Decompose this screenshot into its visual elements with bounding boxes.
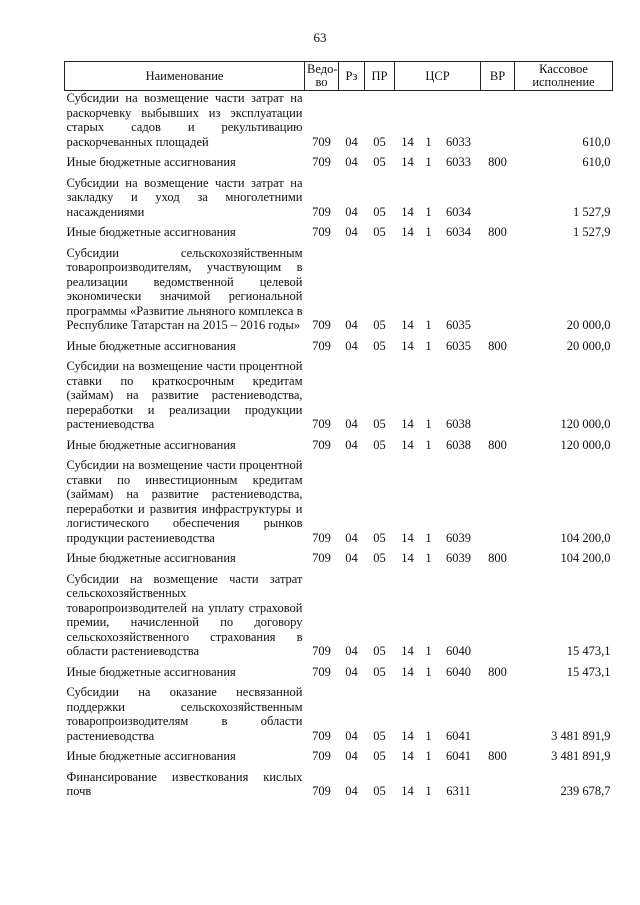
cell-vr <box>481 176 515 220</box>
cell-csr1: 14 <box>401 644 414 658</box>
table-row <box>65 225 613 240</box>
cell-csr1: 14 <box>401 437 414 452</box>
header-sum-line1: Кассовое <box>539 62 588 76</box>
cell-ved: 709 <box>312 530 331 545</box>
header-sum <box>515 62 613 91</box>
cell-csr1: 14 <box>401 530 414 545</box>
cell-pr: 05 <box>373 225 386 239</box>
cell-rz: 04 <box>345 318 358 332</box>
table-row <box>65 359 613 432</box>
cell-csr2: 1 <box>425 437 432 452</box>
header-rz: Рз <box>339 62 365 91</box>
cell-amount: 3 481 891,9 <box>551 728 611 743</box>
cell-name: Иные бюджетные ассигнования <box>66 749 236 763</box>
cell-csr1: 14 <box>401 749 414 763</box>
cell-csr3: 6041 <box>446 749 472 763</box>
cell-name: Субсидии на возмещение части затрат сельскохозяйственных товаропроизводителей на уплату страховой премии, начисленной по договору сельскохозяйственного страхования в области растениеводства <box>66 571 303 658</box>
table-row <box>65 438 613 453</box>
cell-name: Субсидии на возмещение части затрат на раскорчевку выбывших из эксплуатации старых садов и рекультивацию раскорчеванных площадей <box>66 91 303 149</box>
cell-csr3: 6033 <box>446 134 472 149</box>
cell-vr <box>481 91 515 150</box>
cell-csr2: 1 <box>425 644 432 658</box>
table-row <box>65 458 613 545</box>
table-row <box>65 176 613 220</box>
cell-vr <box>481 246 515 333</box>
header-csr: ЦСР <box>395 62 481 91</box>
cell-ved: 709 <box>312 784 331 798</box>
table-row <box>65 246 613 333</box>
cell-name: Финансирование известкования кислых почв <box>66 769 303 798</box>
cell-amount: 20 000,0 <box>566 338 611 353</box>
cell-pr: 05 <box>373 204 386 219</box>
cell-ved: 709 <box>312 338 331 353</box>
cell-csr2: 1 <box>425 551 432 565</box>
cell-csr1: 14 <box>401 338 414 353</box>
budget-table <box>64 61 613 805</box>
cell-pr: 05 <box>373 437 386 452</box>
cell-ved: 709 <box>312 318 331 332</box>
cell-rz: 04 <box>345 749 358 763</box>
cell-csr3: 6041 <box>446 728 472 743</box>
cell-amount: 104 200,0 <box>560 551 611 565</box>
cell-csr3: 6035 <box>446 338 472 353</box>
cell-name: Субсидии на возмещение части процентной ставки по инвестиционным кредитам (займам) на развитие растениеводства, переработки и развития инфраструктуры и логистического обеспечения рынков продукции растениеводства <box>66 458 303 545</box>
cell-csr3: 6035 <box>446 318 472 332</box>
table-row <box>65 155 613 170</box>
cell-ved: 709 <box>312 664 331 679</box>
cell-csr2: 1 <box>425 664 432 679</box>
cell-name: Иные бюджетные ассигнования <box>66 664 236 679</box>
cell-rz: 04 <box>345 134 358 149</box>
cell-amount: 3 481 891,9 <box>551 749 611 763</box>
cell-vr: 800 <box>488 338 507 353</box>
cell-csr3: 6039 <box>446 551 472 565</box>
cell-name: Субсидии сельскохозяйственным товаропроизводителям, участвующим в реализации ведомственной целевой экономически значимой региональной программы «Развитие льняного комплекса в Республике Татарстан на 2015 – 2016 годы» <box>66 245 303 332</box>
cell-ved: 709 <box>312 417 331 431</box>
cell-amount: 1 527,9 <box>573 204 611 219</box>
table-row <box>65 572 613 659</box>
cell-pr: 05 <box>373 134 386 149</box>
cell-vr: 800 <box>488 551 507 565</box>
cell-csr2: 1 <box>425 728 432 743</box>
cell-csr2: 1 <box>425 338 432 353</box>
cell-vr: 800 <box>488 437 507 452</box>
cell-pr: 05 <box>373 155 386 169</box>
cell-ved: 709 <box>312 134 331 149</box>
cell-pr: 05 <box>373 664 386 679</box>
cell-pr: 05 <box>373 749 386 763</box>
cell-csr1: 14 <box>401 664 414 679</box>
table-row <box>65 551 613 566</box>
table-row <box>65 339 613 354</box>
cell-amount: 120 000,0 <box>560 437 611 452</box>
cell-rz: 04 <box>345 784 358 798</box>
cell-csr1: 14 <box>401 784 414 798</box>
table-row <box>65 749 613 764</box>
cell-csr1: 14 <box>401 318 414 332</box>
cell-csr1: 14 <box>401 204 414 219</box>
cell-csr3: 6040 <box>446 644 472 658</box>
cell-amount: 104 200,0 <box>560 530 611 545</box>
cell-amount: 15 473,1 <box>566 644 611 658</box>
cell-rz: 04 <box>345 664 358 679</box>
cell-vr <box>481 770 515 799</box>
cell-csr1: 14 <box>401 417 414 431</box>
header-sum-line2: исполнение <box>532 75 595 89</box>
cell-csr1: 14 <box>401 134 414 149</box>
cell-amount: 610,0 <box>582 155 611 169</box>
cell-csr2: 1 <box>425 318 432 332</box>
cell-vr <box>481 572 515 659</box>
table-row <box>65 91 613 150</box>
cell-rz: 04 <box>345 225 358 239</box>
cell-csr2: 1 <box>425 417 432 431</box>
header-vr: ВР <box>481 62 515 91</box>
cell-ved: 709 <box>312 749 331 763</box>
header-ved-tail: во <box>315 75 328 89</box>
cell-name: Субсидии на возмещение части затрат на закладку и уход за многолетними насаждениями <box>66 175 303 219</box>
cell-amount: 1 527,9 <box>573 225 611 239</box>
cell-rz: 04 <box>345 530 358 545</box>
cell-rz: 04 <box>345 204 358 219</box>
cell-rz: 04 <box>345 728 358 743</box>
header-name: Наименование <box>65 62 305 91</box>
cell-vr <box>481 685 515 743</box>
cell-vr <box>481 359 515 432</box>
cell-amount: 15 473,1 <box>566 664 611 679</box>
cell-csr3: 6038 <box>446 417 472 431</box>
cell-csr2: 1 <box>425 155 432 169</box>
cell-csr3: 6039 <box>446 530 472 545</box>
cell-csr3: 6033 <box>446 155 472 169</box>
cell-pr: 05 <box>373 417 386 431</box>
cell-vr <box>481 458 515 545</box>
cell-rz: 04 <box>345 155 358 169</box>
cell-csr1: 14 <box>401 225 414 239</box>
cell-csr1: 14 <box>401 155 414 169</box>
table-row <box>65 770 613 799</box>
table-row <box>65 665 613 680</box>
cell-rz: 04 <box>345 551 358 565</box>
cell-csr2: 1 <box>425 784 432 798</box>
cell-pr: 05 <box>373 530 386 545</box>
cell-ved: 709 <box>312 437 331 452</box>
table-header-row <box>65 62 613 91</box>
cell-vr: 800 <box>488 749 507 763</box>
cell-pr: 05 <box>373 338 386 353</box>
cell-rz: 04 <box>345 437 358 452</box>
cell-csr3: 6038 <box>446 437 472 452</box>
cell-pr: 05 <box>373 644 386 658</box>
cell-name: Иные бюджетные ассигнования <box>66 551 236 565</box>
header-pr: ПР <box>365 62 395 91</box>
cell-ved: 709 <box>312 728 331 743</box>
cell-csr2: 1 <box>425 749 432 763</box>
cell-vr: 800 <box>488 225 507 239</box>
cell-name: Иные бюджетные ассигнования <box>66 338 236 353</box>
row-spacer-cell <box>65 799 613 805</box>
cell-csr3: 6034 <box>446 204 472 219</box>
cell-csr1: 14 <box>401 551 414 565</box>
cell-amount: 239 678,7 <box>560 784 611 798</box>
cell-ved: 709 <box>312 551 331 565</box>
cell-vr: 800 <box>488 664 507 679</box>
cell-ved: 709 <box>312 204 331 219</box>
table-row <box>65 685 613 743</box>
cell-name: Субсидии на оказание несвязанной поддержки сельскохозяйственным товаропроизводителям в области растениеводства <box>66 685 303 743</box>
cell-csr2: 1 <box>425 204 432 219</box>
cell-amount: 610,0 <box>582 134 611 149</box>
cell-csr2: 1 <box>425 134 432 149</box>
cell-pr: 05 <box>373 318 386 332</box>
cell-name: Субсидии на возмещение части процентной ставки по краткосрочным кредитам (займам) на развитие растениеводства, переработки и реализации продукции растениеводства <box>66 359 303 431</box>
cell-rz: 04 <box>345 417 358 431</box>
table-body <box>65 91 613 805</box>
header-ved-text: Ведо <box>307 62 334 76</box>
row-spacer <box>65 799 613 805</box>
cell-amount: 120 000,0 <box>560 417 611 431</box>
cell-csr2: 1 <box>425 225 432 239</box>
cell-ved: 709 <box>312 155 331 169</box>
cell-pr: 05 <box>373 728 386 743</box>
cell-ved: 709 <box>312 644 331 658</box>
cell-pr: 05 <box>373 551 386 565</box>
cell-csr1: 14 <box>401 728 414 743</box>
cell-name: Иные бюджетные ассигнования <box>66 155 236 169</box>
cell-ved: 709 <box>312 225 331 239</box>
header-ved: Ведо- во <box>305 62 339 91</box>
cell-rz: 04 <box>345 338 358 353</box>
cell-rz: 04 <box>345 644 358 658</box>
cell-pr: 05 <box>373 784 386 798</box>
cell-csr3: 6311 <box>446 784 471 798</box>
cell-amount: 20 000,0 <box>566 318 611 332</box>
cell-name: Иные бюджетные ассигнования <box>66 437 236 452</box>
cell-vr: 800 <box>488 155 507 169</box>
cell-csr3: 6040 <box>446 664 472 679</box>
cell-csr2: 1 <box>425 530 432 545</box>
cell-name: Иные бюджетные ассигнования <box>66 225 236 239</box>
cell-csr3: 6034 <box>446 225 472 239</box>
page-number: 63 <box>313 30 327 45</box>
